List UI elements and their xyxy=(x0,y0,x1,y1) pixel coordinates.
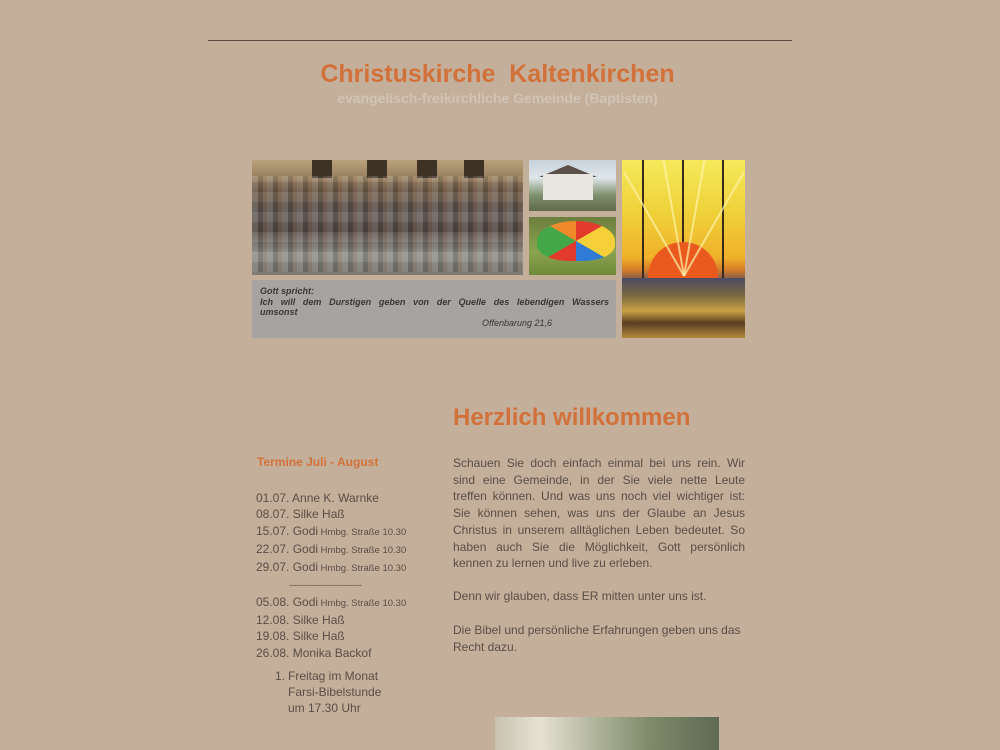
bible-verse-box xyxy=(252,280,616,338)
farsi-line-1: Freitag im Monat xyxy=(288,669,379,683)
schedule-item xyxy=(256,559,446,577)
belief-paragraph: Denn wir glauben, dass ER mitten unter uns ist. xyxy=(453,589,707,603)
schedule-date-name: 15.07. Godi xyxy=(256,523,319,538)
schedule-location: Hmbg. Straße 10.30 xyxy=(318,597,407,609)
farsi-number: 1. xyxy=(275,669,286,683)
schedule-item xyxy=(256,541,446,559)
bible-paragraph: Die Bibel und persönliche Erfahrungen geben uns das Recht dazu. xyxy=(453,623,741,654)
header-divider xyxy=(208,40,792,41)
verse-text-line2: umsonst xyxy=(260,307,298,317)
schedule-item xyxy=(256,490,446,506)
schedule-date-name: 12.08. Silke Haß xyxy=(256,613,345,628)
schedule-date-name: 29.07. Godi xyxy=(256,560,319,575)
verse-text-line1: Ich will dem Durstigen geben von der Quelle des lebendigen Wassers xyxy=(260,297,609,307)
schedule-date-name: 05.08. Godi xyxy=(256,594,319,609)
header-banner xyxy=(252,160,745,338)
schedule-item xyxy=(256,645,446,661)
bottom-photo xyxy=(495,717,719,750)
site-title: Christuskirche Kaltenkirchen xyxy=(320,60,675,88)
congregation-group-photo xyxy=(252,160,523,275)
church-building-photo xyxy=(529,160,616,211)
schedule-location: Hmbg. Straße 10.30 xyxy=(318,544,407,556)
schedule-separator: --------------------------- xyxy=(289,580,362,591)
schedule-location: Hmbg. Straße 10.30 xyxy=(318,526,407,538)
schedule-date-name: 19.08. Silke Haß xyxy=(256,629,345,644)
farsi-line-2: Farsi-Bibelstunde xyxy=(288,685,382,699)
schedule-list xyxy=(256,490,446,661)
schedule-item xyxy=(256,506,446,522)
welcome-heading: Herzlich willkommen xyxy=(453,404,691,431)
schedule-item xyxy=(256,594,446,612)
schedule-item xyxy=(256,612,446,628)
schedule-date-name: 22.07. Godi xyxy=(256,541,319,556)
site-subtitle: evangelisch-freikirchliche Gemeinde (Baptisten) xyxy=(337,90,658,106)
verse-label: Gott spricht: xyxy=(260,286,314,296)
welcome-intro-paragraph: Schauen Sie doch einfach einmal bei uns rein. Wir sind eine Gemeinde, in der Sie viele nette Leute treffen können. Und was uns noch viel wichtiger ist: Sie können sehen, was uns der Glaube an Jesus Christus in unserem alltäglichen Leben bedeutet. So haben auch Sie die Möglichkeit, Gott persönlich kennen zu lernen und live zu erleben. xyxy=(453,456,745,571)
verse-reference: Offenbarung 21,6 xyxy=(482,318,553,328)
farsi-line-3: um 17.30 Uhr xyxy=(288,701,361,715)
schedule-date-name: 01.07. Anne K. Warnke xyxy=(256,491,379,505)
schedule-item xyxy=(256,523,446,541)
schedule-heading: Termine Juli - August xyxy=(257,455,379,469)
stained-glass-sunrise-image xyxy=(622,160,745,338)
schedule-item xyxy=(256,628,446,644)
schedule-location: Hmbg. Straße 10.30 xyxy=(318,563,407,575)
parachute-game-photo xyxy=(529,217,616,275)
schedule-date-name: 08.07. Silke Haß xyxy=(256,507,345,522)
schedule-date-name: 26.08. Monika Backof xyxy=(256,645,372,660)
